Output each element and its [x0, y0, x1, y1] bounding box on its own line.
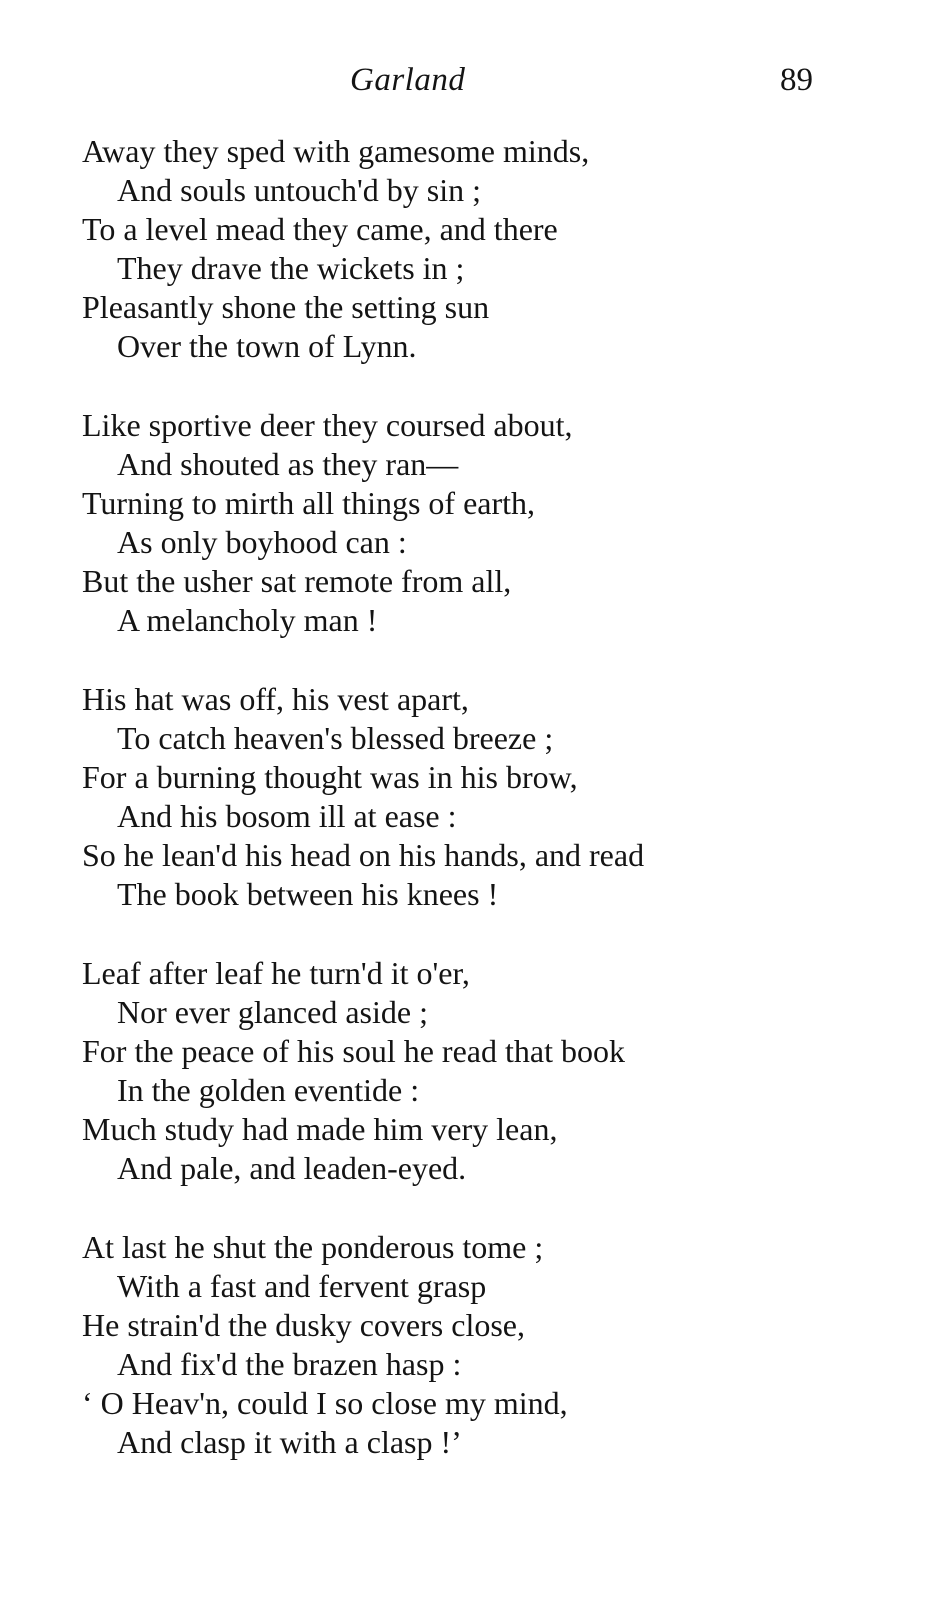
poem-line: But the usher sat remote from all, [82, 563, 512, 599]
poem-line: With a fast and fervent grasp [117, 1268, 487, 1304]
poem-line: His hat was off, his vest apart, [82, 681, 469, 717]
poem-line: Turning to mirth all things of earth, [82, 485, 536, 521]
stanza-1 [82, 132, 902, 366]
running-head [0, 62, 941, 112]
poem-line: The book between his knees ! [117, 876, 499, 912]
stanza-3 [82, 680, 902, 914]
poem-line: A melancholy man ! [117, 602, 378, 638]
poem-line: And clasp it with a clasp !’ [117, 1424, 462, 1460]
poem-line: Like sportive deer they coursed about, [82, 407, 573, 443]
poem-line: To a level mead they came, and there [82, 211, 558, 247]
stanza-2 [82, 406, 902, 640]
poem-line: And fix'd the brazen hasp : [117, 1346, 462, 1382]
running-title: Garland [350, 62, 466, 98]
poem-line: He strain'd the dusky covers close, [82, 1307, 525, 1343]
poem-line: Much study had made him very lean, [82, 1111, 558, 1147]
poem [82, 132, 902, 1502]
poem-line: And his bosom ill at ease : [117, 798, 457, 834]
poem-line: In the golden eventide : [117, 1072, 420, 1108]
poem-line: To catch heaven's blessed breeze ; [117, 720, 554, 756]
poem-line: For the peace of his soul he read that book [82, 1033, 625, 1069]
poem-line: Over the town of Lynn. [117, 328, 417, 364]
stanza-4 [82, 954, 902, 1188]
poem-line: ‘ O Heav'n, could I so close my mind, [82, 1385, 568, 1421]
poem-line: And pale, and leaden-eyed. [117, 1150, 467, 1186]
poem-line: Away they sped with gamesome minds, [82, 133, 590, 169]
poem-line: Nor ever glanced aside ; [117, 994, 428, 1030]
poem-line: They drave the wickets in ; [117, 250, 465, 286]
poem-line: And shouted as they ran— [117, 446, 459, 482]
poem-line: So he lean'd his head on his hands, and read [82, 837, 645, 873]
poem-line: At last he shut the ponderous tome ; [82, 1229, 544, 1265]
poem-line: Leaf after leaf he turn'd it o'er, [82, 955, 470, 991]
page-number: 89 [780, 62, 813, 98]
poem-line: And souls untouch'd by sin ; [117, 172, 481, 208]
poem-line: Pleasantly shone the setting sun [82, 289, 490, 325]
poem-line: For a burning thought was in his brow, [82, 759, 578, 795]
poem-line: As only boyhood can : [117, 524, 407, 560]
stanza-5 [82, 1228, 902, 1462]
